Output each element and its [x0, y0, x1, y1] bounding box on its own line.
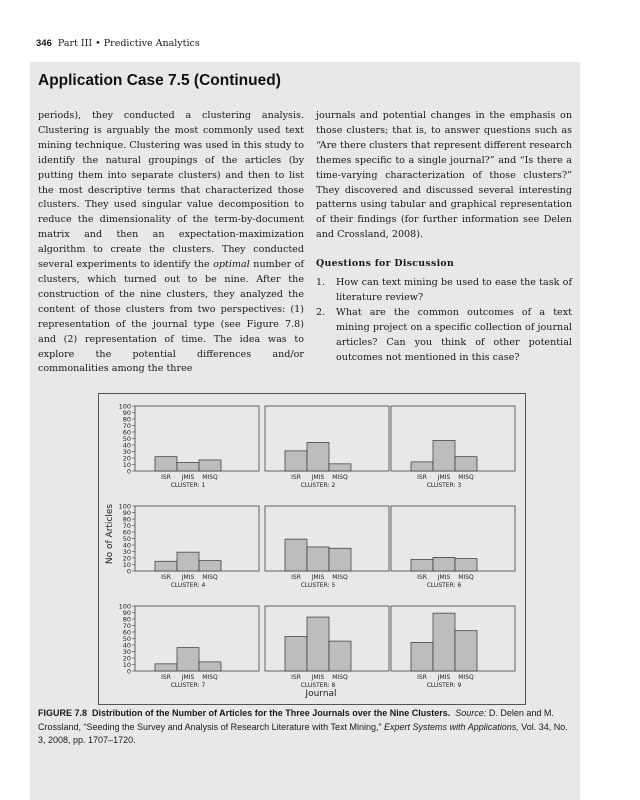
bar-isr	[411, 559, 433, 571]
question-item: 1. How can text mining be used to ease the task of literature review?	[316, 277, 572, 303]
y-tick-label: 10	[122, 460, 131, 469]
y-tick-label: 80	[122, 415, 131, 424]
y-tick-label: 0	[126, 667, 131, 676]
right-paragraph: journals and potential changes in the emphasis on those clusters; that is, to answer questions such as “Are there clusters that represent different research themes specific to a single journal?” and “Is there a time-varying characterization of those clusters?” They discovered and discussed several interesting patterns using tabular and graphical representation of their findings (for further information see Delen and Crossland, 2008).	[316, 110, 572, 241]
x-tick-label: ISR	[417, 574, 427, 581]
bar-misq	[455, 631, 477, 671]
y-tick-label: 100	[118, 402, 131, 411]
questions-list	[316, 276, 572, 365]
panel-title: CLUSTER: 4	[170, 582, 206, 589]
bar-isr	[285, 539, 307, 571]
bar-misq	[455, 457, 477, 471]
y-tick-label: 100	[118, 502, 131, 511]
bar-jmis	[307, 547, 329, 571]
y-axis-label: No of Articles	[105, 503, 115, 565]
x-tick-label: JMIS	[437, 674, 451, 681]
questions-heading: Questions for Discussion	[316, 258, 455, 270]
y-tick-label: 40	[122, 641, 131, 650]
y-tick-label: 70	[122, 621, 131, 630]
bar-jmis	[177, 463, 199, 471]
y-tick-label: 30	[122, 647, 131, 656]
y-tick-label: 50	[122, 434, 131, 443]
x-tick-label: JMIS	[437, 574, 451, 581]
bar-isr	[285, 637, 307, 671]
y-tick-label: 50	[122, 534, 131, 543]
x-tick-label: ISR	[161, 674, 171, 681]
panel-title: CLUSTER: 9	[426, 682, 462, 689]
left-column	[38, 109, 304, 377]
page-number: 346	[36, 38, 52, 49]
x-tick-label: JMIS	[311, 474, 325, 481]
caption-source: D. Delen and M. Crossland, “Seeding the Survey and Analysis of Research Literature with Text Mining,”	[38, 708, 554, 732]
y-tick-label: 90	[122, 508, 131, 517]
x-tick-label: JMIS	[181, 674, 195, 681]
panel-title: CLUSTER: 3	[426, 482, 462, 489]
bar-misq	[329, 548, 351, 571]
left-paragraph: periods), they conducted a clustering analysis. Clustering is arguably the most commonly used text mining technique. Clustering was used in this study to identify the natural groupings of the articles (by putting them into separate clusters) and then to list the most descriptive terms that characterized those clusters. They used singular value decomposition to reduce the dimensionality of the term-by-document matrix and then an expectation-maximization algorithm to create the clusters. They conducted several experiments to identify the optimal number of clusters, which turned out to be nine. After the construction of the nine clusters, they analyzed the content of those clusters from two perspectives: (1) representation of the journal type (see Figure 7.8) and (2) representation of time. The idea was to explore the potential differences and/or commonalities among the three	[38, 110, 304, 375]
x-tick-label: ISR	[161, 474, 171, 481]
y-tick-label: 20	[122, 654, 131, 663]
x-tick-label: JMIS	[181, 574, 195, 581]
bar-isr	[285, 451, 307, 471]
bar-jmis	[307, 442, 329, 471]
y-tick-label: 0	[126, 567, 131, 576]
optimal-emphasis: optimal	[213, 259, 250, 271]
caption-title: Distribution of the Number of Articles for the Three Journals over the Nine Clusters.	[92, 708, 451, 718]
x-tick-label: MISQ	[458, 474, 474, 481]
x-tick-label: JMIS	[437, 474, 451, 481]
x-tick-label: ISR	[161, 574, 171, 581]
caption-label: FIGURE 7.8	[38, 708, 88, 718]
y-tick-label: 30	[122, 447, 131, 456]
figure-caption	[38, 707, 572, 748]
x-tick-label: ISR	[291, 574, 301, 581]
y-tick-label: 20	[122, 554, 131, 563]
panel-title: CLUSTER: 1	[170, 482, 206, 489]
x-tick-label: JMIS	[311, 674, 325, 681]
panel-title: CLUSTER: 8	[300, 682, 336, 689]
bar-isr	[155, 664, 177, 671]
y-tick-label: 90	[122, 408, 131, 417]
y-tick-label: 40	[122, 541, 131, 550]
y-tick-label: 30	[122, 547, 131, 556]
running-header	[36, 38, 200, 49]
panel-title: CLUSTER: 7	[170, 682, 206, 689]
x-tick-label: MISQ	[332, 474, 348, 481]
caption-journal: Expert Systems with Applications,	[384, 721, 519, 732]
bar-jmis	[177, 552, 199, 571]
x-tick-label: MISQ	[202, 674, 218, 681]
bar-misq	[455, 559, 477, 571]
y-tick-label: 60	[122, 628, 131, 637]
panel-frame	[135, 406, 259, 471]
y-tick-label: 50	[122, 634, 131, 643]
bar-misq	[329, 464, 351, 471]
cluster-bar-chart-grid	[99, 394, 525, 704]
figure-7-8	[98, 393, 526, 705]
bar-jmis	[433, 613, 455, 671]
bar-misq	[199, 561, 221, 571]
x-tick-label: ISR	[291, 674, 301, 681]
caption-tail: Vol. 34, No. 3, 2008, pp. 1707–1720.	[38, 721, 568, 745]
y-tick-label: 10	[122, 660, 131, 669]
bar-jmis	[177, 648, 199, 671]
bar-jmis	[433, 440, 455, 471]
y-tick-label: 100	[118, 602, 131, 611]
x-tick-label: ISR	[417, 674, 427, 681]
section-label: Part III • Predictive Analytics	[57, 38, 200, 49]
x-tick-label: MISQ	[332, 574, 348, 581]
y-tick-label: 10	[122, 560, 131, 569]
bar-misq	[199, 460, 221, 471]
right-column	[316, 109, 572, 366]
y-tick-label: 70	[122, 421, 131, 430]
x-tick-label: ISR	[291, 474, 301, 481]
caption-source-label: Source:	[455, 708, 487, 718]
y-tick-label: 80	[122, 615, 131, 624]
question-item: 2. What are the common outcomes of a text mining project on a specific collection of journal articles? Can you think of other potential outcomes not mentioned in this case?	[316, 306, 572, 363]
y-tick-label: 90	[122, 608, 131, 617]
x-tick-label: MISQ	[458, 574, 474, 581]
y-tick-label: 60	[122, 428, 131, 437]
x-tick-label: JMIS	[311, 574, 325, 581]
panel-title: CLUSTER: 5	[300, 582, 336, 589]
y-tick-label: 60	[122, 528, 131, 537]
bar-isr	[155, 457, 177, 471]
x-axis-label: Journal	[305, 689, 337, 699]
bar-misq	[199, 662, 221, 671]
y-tick-label: 20	[122, 454, 131, 463]
bar-isr	[411, 642, 433, 671]
bar-isr	[155, 561, 177, 571]
y-tick-label: 0	[126, 467, 131, 476]
case-title: Application Case 7.5 (Continued)	[38, 72, 281, 89]
y-tick-label: 80	[122, 515, 131, 524]
x-tick-label: MISQ	[202, 574, 218, 581]
bar-jmis	[433, 557, 455, 571]
x-tick-label: MISQ	[458, 674, 474, 681]
bar-misq	[329, 641, 351, 671]
x-tick-label: MISQ	[202, 474, 218, 481]
panel-title: CLUSTER: 2	[300, 482, 336, 489]
panel-title: CLUSTER: 6	[426, 582, 462, 589]
x-tick-label: MISQ	[332, 674, 348, 681]
y-tick-label: 40	[122, 441, 131, 450]
x-tick-label: JMIS	[181, 474, 195, 481]
x-tick-label: ISR	[417, 474, 427, 481]
bar-isr	[411, 462, 433, 471]
bar-jmis	[307, 617, 329, 671]
y-tick-label: 70	[122, 521, 131, 530]
